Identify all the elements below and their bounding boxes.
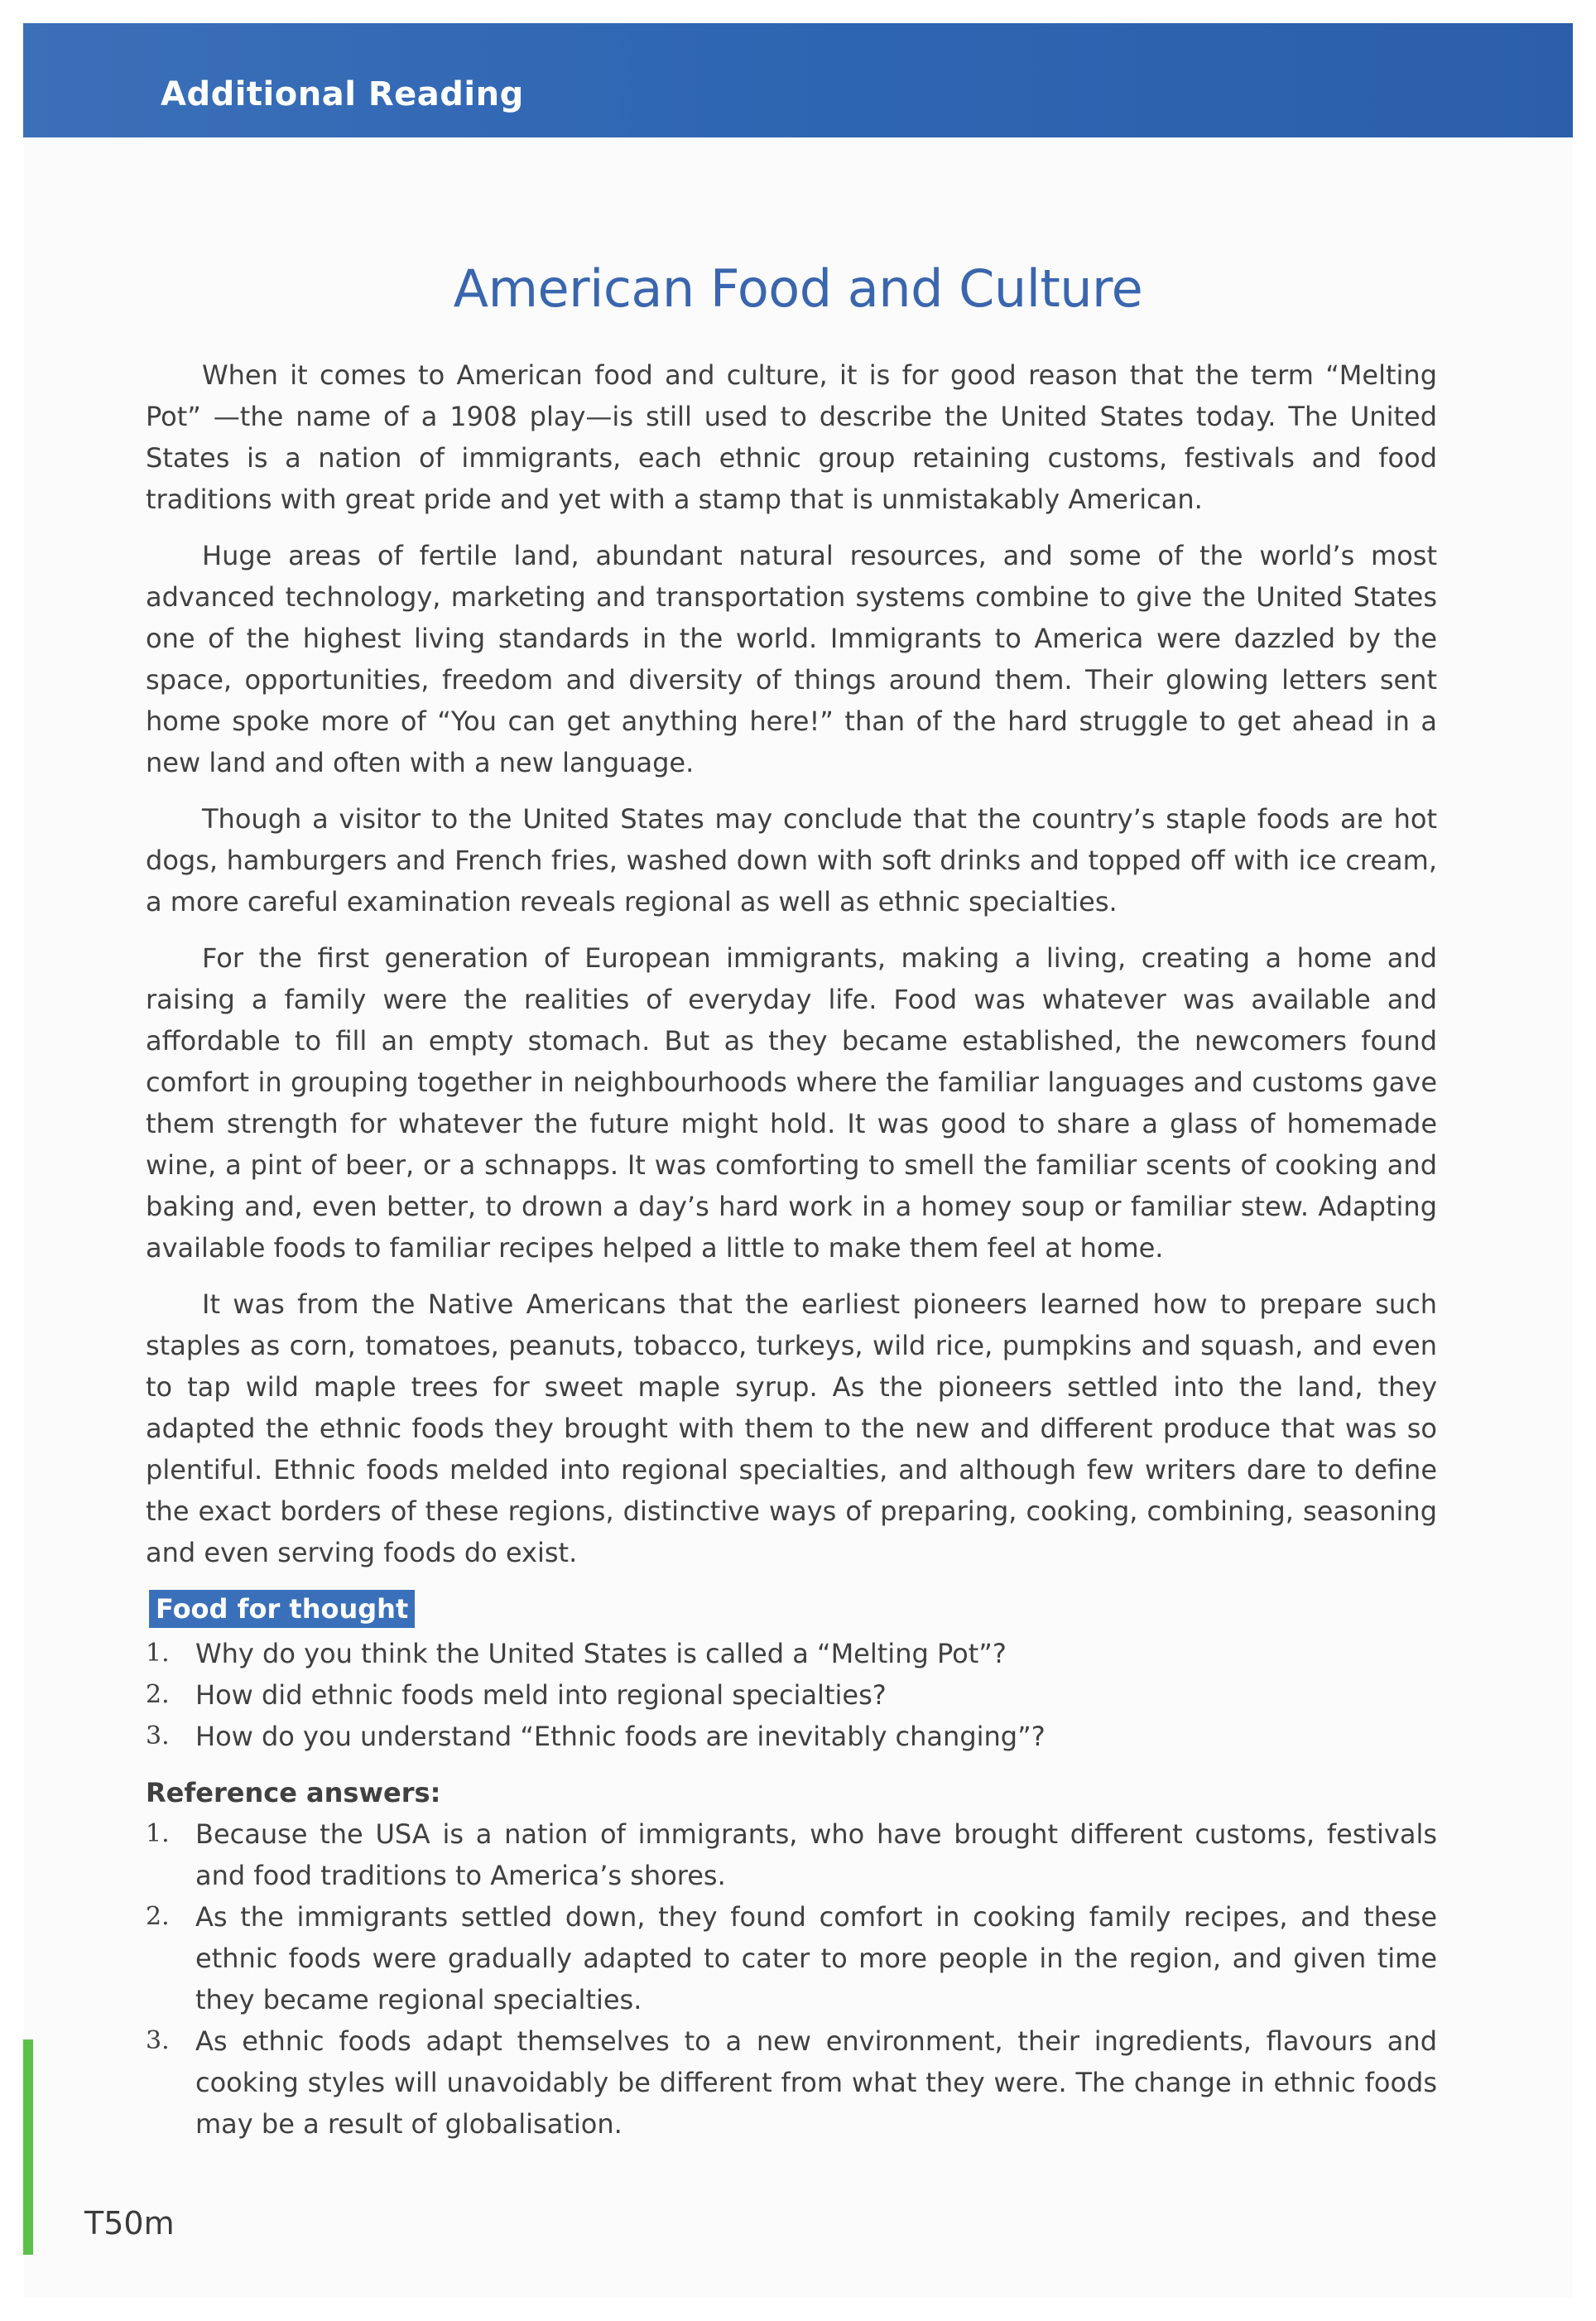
answer-text: Because the USA is a nation of immigrants, who have brought different customs, festivals and food traditions to America’s shores. [195, 1818, 1437, 1891]
answer-list [146, 1813, 1437, 2145]
question-item [146, 1633, 1437, 1674]
reference-answers-heading: Reference answers: [146, 1777, 441, 1808]
question-text: How do you understand “Ethnic foods are inevitably changing”? [195, 1721, 1046, 1752]
question-number: 2. [146, 1680, 170, 1709]
paragraph-1: When it comes to American food and culture, it is for good reason that the term “Melting Pot” —the name of a 1908 play—is still used to describe the United States today. The United States is a nation of immigrants, each ethnic group retaining customs, festivals and food traditions with great pride and yet with a stamp that is unmistakably American. [146, 359, 1437, 515]
paragraph-4: For the first generation of European immigrants, making a living, creating a home and raising a family were the realities of everyday life. Food was whatever was available and affordable to fill an empty stomach. But as they became established, the newcomers found comfort in grouping together in neighbourhoods where the familiar languages and customs gave them strength for whatever the future might hold. It was good to share a glass of homemade wine, a pint of beer, or a schnapps. It was comforting to smell the familiar scents of cooking and baking and, even better, to drown a day’s hard work in a homey soup or familiar stew. Adapting available foods to familiar recipes helped a little to make them feel at home. [146, 942, 1437, 1264]
article-body [146, 354, 1437, 2145]
food-for-thought-label: Food for thought [149, 1590, 415, 1628]
answer-number: 2. [146, 1902, 170, 1931]
answer-number: 1. [146, 1819, 170, 1848]
article-title: American Food and Culture [453, 258, 1143, 319]
question-item [146, 1674, 1437, 1716]
answer-number: 3. [146, 2026, 170, 2055]
question-list [146, 1633, 1437, 1757]
question-item [146, 1716, 1437, 1757]
page-number: T50m [84, 2205, 175, 2242]
page-edge-marker [23, 2039, 33, 2255]
question-text: Why do you think the United States is called a “Melting Pot”? [195, 1638, 1007, 1669]
textbook-page [23, 23, 1573, 2298]
section-header-band [23, 23, 1573, 137]
answer-item [146, 2020, 1437, 2145]
paragraph-2: Huge areas of fertile land, abundant natural resources, and some of the world’s most advanced technology, marketing and transportation systems combine to give the United States one of the highest living standards in the world. Immigrants to America were dazzled by the space, opportunities, freedom and diversity of things around them. Their glowing letters sent home spoke more of “You can get anything here!” than of the hard struggle to get ahead in a new land and often with a new language. [146, 540, 1437, 778]
question-text: How did ethnic foods meld into regional specialties? [195, 1679, 887, 1711]
section-header-title: Additional Reading [161, 75, 524, 113]
answer-item [146, 1813, 1437, 1896]
answer-text: As ethnic foods adapt themselves to a new environment, their ingredients, flavours and cooking styles will unavoidably be different from what they were. The change in ethnic foods may be a result of globalisation. [195, 2025, 1437, 2140]
paragraph-5: It was from the Native Americans that the earliest pioneers learned how to prepare such staples as corn, tomatoes, peanuts, tobacco, turkeys, wild rice, pumpkins and squash, and even to tap wild maple trees for sweet maple syrup. As the pioneers settled into the land, they adapted the ethnic foods they brought with them to the new and different produce that was so plentiful. Ethnic foods melded into regional specialties, and although few writers dare to define the exact borders of these regions, distinctive ways of preparing, cooking, combining, seasoning and even serving foods do exist. [146, 1288, 1437, 1568]
question-number: 3. [146, 1721, 170, 1750]
answer-item [146, 1896, 1437, 2020]
answer-text: As the immigrants settled down, they found comfort in cooking family recipes, and these ethnic foods were gradually adapted to cater to more people in the region, and given time they became regional specialties. [195, 1901, 1437, 2015]
question-number: 1. [146, 1639, 170, 1668]
paragraph-3: Though a visitor to the United States may conclude that the country’s staple foods are hot dogs, hamburgers and French fries, washed down with soft drinks and topped off with ice cream, a more careful examination reveals regional as well as ethnic specialties. [146, 803, 1437, 917]
